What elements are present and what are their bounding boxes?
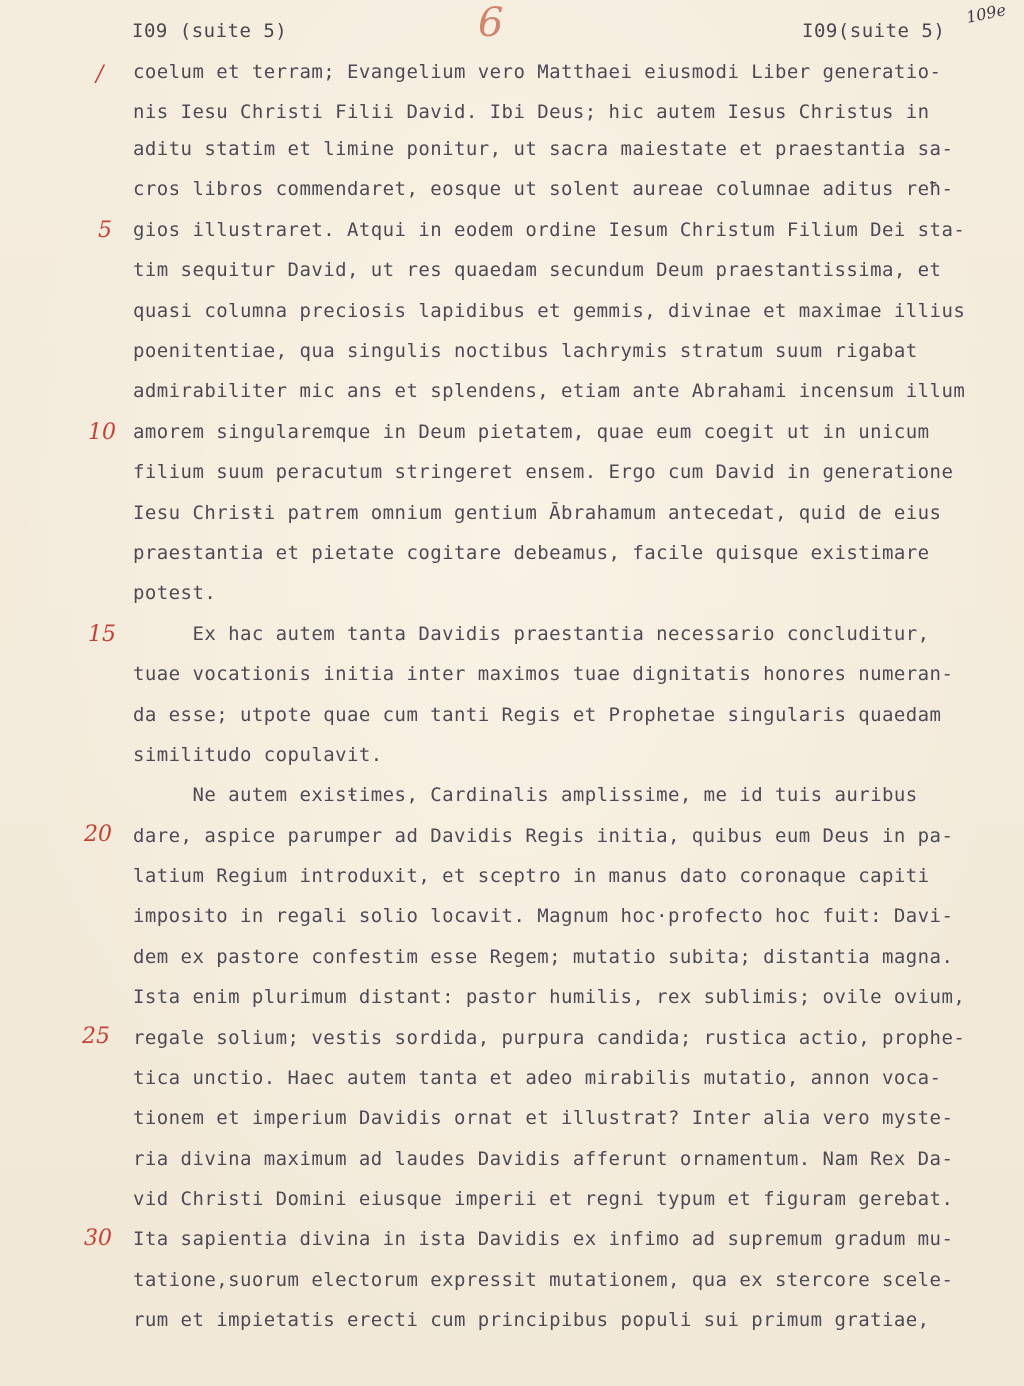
text-line: amorem singularemque in Deum pietatem, quae eum coegit ut in unicum <box>133 421 930 443</box>
text-line: Ne autem exisŧimes, Cardinalis amplissime, me id tuis auribus <box>133 784 918 806</box>
text-line: Ex hac autem tanta Davidis praestantia necessario concluditur, <box>133 623 930 645</box>
text-line: latium Regium introduxit, et sceptro in manus dato coronaque capiti <box>133 865 930 887</box>
text-line: cros libros commendaret, eosque ut solent aureae columnae aditus reħ- <box>133 178 954 200</box>
text-line: gios illustraret. Atqui in eodem ordine Iesum Christum Filium Dei sta- <box>133 219 966 241</box>
margin-line-number-20: 20 <box>84 822 112 847</box>
text-line: nis Iesu Christi Filii David. Ibi Deus; hic autem Iesus Christus in <box>133 101 930 123</box>
text-line: poenitentiae, qua singulis noctibus lachrymis stratum suum rigabat <box>133 340 918 362</box>
text-line: dem ex pastore confestim esse Regem; mutatio subita; distantia magna. <box>133 946 954 968</box>
page-header-right: I09(suite 5) <box>802 20 946 42</box>
text-line: tuae vocationis initia inter maximos tuae dignitatis honores numeran- <box>133 663 954 685</box>
handwritten-page-number: 6 <box>478 0 504 46</box>
text-line: aditu statim et limine ponitur, ut sacra maiestate et praestantia sa- <box>133 138 954 160</box>
text-line: filium suum peracutum stringeret ensem. Ergo cum David in generatione <box>133 461 954 483</box>
text-line: da esse; utpote quae cum tanti Regis et Prophetae singularis quaedam <box>133 704 942 726</box>
margin-line-number-25: 25 <box>82 1024 110 1049</box>
page-header-left: I09 (suite 5) <box>132 20 288 42</box>
text-line: Ista enim plurimum distant: pastor humilis, rex sublimis; ovile ovium, <box>133 986 966 1008</box>
margin-line-number-5: 5 <box>98 218 112 243</box>
margin-line-number-10: 10 <box>88 420 116 445</box>
text-line: potest. <box>133 582 217 604</box>
text-line: tica unctio. Haec autem tanta et adeo mirabilis mutatio, annon voca- <box>133 1067 942 1089</box>
text-line: ria divina maximum ad laudes Davidis afferunt ornamentum. Nam Rex Da- <box>133 1148 954 1170</box>
text-line: tionem et imperium Davidis ornat et illustrat? Inter alia vero myste- <box>133 1107 954 1129</box>
handwritten-corner-note: 109e <box>964 0 1008 27</box>
text-line: imposito in regali solio locavit. Magnum hoc·profecto hoc fuit: Davi- <box>133 905 954 927</box>
text-line: tatione,suorum electorum expressit mutationem, qua ex stercore scele- <box>133 1269 954 1291</box>
text-line: vid Christi Domini eiusque imperii et regni typum et figuram gerebat. <box>133 1188 954 1210</box>
margin-line-number-1: / <box>96 62 104 87</box>
text-line: rum et impietatis erecti cum principibus populi sui primum gratiae, <box>133 1309 930 1331</box>
text-line: coelum et terram; Evangelium vero Matthaei eiusmodi Liber generatio- <box>133 61 942 83</box>
text-line: dare, aspice parumper ad Davidis Regis initia, quibus eum Deus in pa- <box>133 825 954 847</box>
margin-line-number-30: 30 <box>84 1226 112 1251</box>
text-line: Ita sapientia divina in ista Davidis ex infimo ad supremum gradum mu- <box>133 1228 954 1250</box>
text-line: praestantia et pietate cogitare debeamus, facile quisque existimare <box>133 542 930 564</box>
text-line: tim sequitur David, ut res quaedam secundum Deum praestantissima, et <box>133 259 942 281</box>
text-line: regale solium; vestis sordida, purpura candida; rustica actio, prophe- <box>133 1027 966 1049</box>
margin-line-number-15: 15 <box>88 622 116 647</box>
text-line: Iesu Chrisŧi patrem omnium gentium Ābrahamum antecedat, quid de eius <box>133 502 942 524</box>
text-line: quasi columna preciosis lapidibus et gemmis, divinae et maximae illius <box>133 300 966 322</box>
text-line: admirabiliter mic ans et splendens, etiam ante Abrahami incensum illum <box>133 380 966 402</box>
text-line: similitudo copulavit. <box>133 744 383 766</box>
